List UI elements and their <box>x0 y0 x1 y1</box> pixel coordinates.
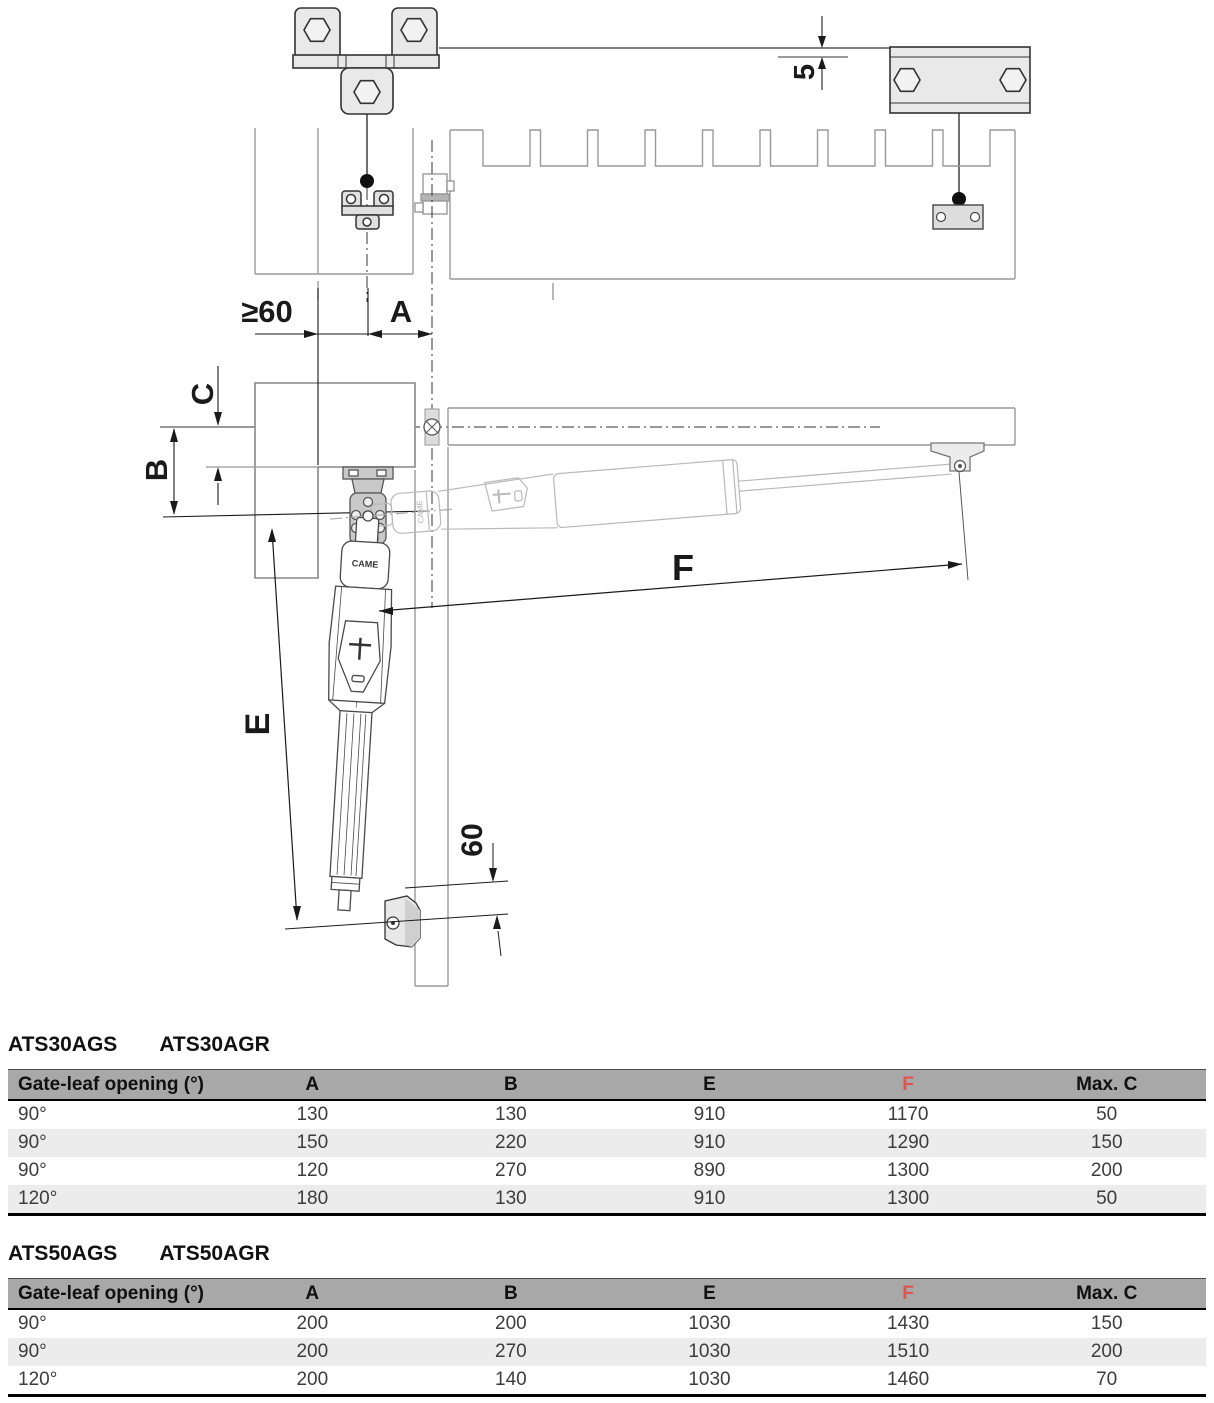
front-bracket-top-view <box>890 47 1030 229</box>
table-cell: 150 <box>1090 1132 1123 1153</box>
svg-text:C: C <box>185 382 220 406</box>
gate-leaf-open-plan <box>415 447 448 986</box>
dimension-label-a: A <box>389 294 413 329</box>
table-cell: 200 <box>296 1341 329 1362</box>
hinge-axis-marker <box>424 409 440 445</box>
table-cell: 270 <box>495 1160 527 1181</box>
column-header: A <box>213 1070 412 1101</box>
table-cell: 200 <box>296 1369 329 1390</box>
table-header-row <box>8 1279 1206 1310</box>
table-cell-opening: 120° <box>18 1369 58 1390</box>
svg-text:B: B <box>139 458 174 482</box>
table-section-ats50 <box>8 1243 1206 1397</box>
center-lines <box>320 140 880 608</box>
brand-text-ghost: CAME <box>414 499 426 524</box>
table-cell: 1460 <box>886 1369 930 1390</box>
svg-text:E: E <box>239 712 277 736</box>
front-bracket-closed <box>931 443 984 580</box>
dimension-label-5 <box>789 64 821 80</box>
table-cell-opening: 120° <box>18 1188 58 1209</box>
dimension-label-gap: ≥60 <box>241 294 293 329</box>
table-header-row <box>8 1070 1206 1101</box>
column-header: Gate-leaf opening (°) <box>8 1070 213 1101</box>
column-header: Gate-leaf opening (°) <box>8 1279 213 1310</box>
model-title: ATS30AGS <box>8 1033 118 1056</box>
table-cell: 910 <box>693 1104 726 1125</box>
table-cell: 200 <box>495 1313 527 1334</box>
offset-5-dimension <box>439 16 890 90</box>
table-cell: 910 <box>693 1188 726 1209</box>
column-header: E <box>610 1279 809 1310</box>
spec-table-ats30 <box>8 1069 1206 1216</box>
column-header: Max. C <box>1007 1279 1206 1310</box>
table-cell: 120 <box>296 1160 329 1181</box>
dimension-60 <box>405 843 508 956</box>
dimension-label-60 <box>456 823 489 856</box>
column-header-f: F <box>809 1070 1008 1101</box>
table-cell: 890 <box>693 1160 726 1181</box>
column-header: A <box>213 1279 412 1310</box>
model-titles-ats50 <box>8 1243 1206 1265</box>
table-cell: 180 <box>296 1188 329 1209</box>
dimension-label-c <box>185 383 220 405</box>
table-cell-opening: 90° <box>18 1160 47 1181</box>
table-cell: 50 <box>1096 1188 1118 1209</box>
table-cell: 70 <box>1096 1369 1118 1390</box>
gate-leaf-closed-plan <box>448 408 1015 445</box>
column-header: Max. C <box>1007 1070 1206 1101</box>
table-cell-opening: 90° <box>18 1104 47 1125</box>
table-row <box>8 1185 1206 1215</box>
brand-text-open: CAME <box>351 558 379 570</box>
table-cell: 140 <box>495 1369 527 1390</box>
actuator-open <box>313 509 399 912</box>
table-cell: 200 <box>1090 1341 1123 1362</box>
table-row <box>8 1309 1206 1338</box>
table-section-ats30 <box>8 1034 1206 1216</box>
table-row <box>8 1129 1206 1157</box>
table-cell: 130 <box>296 1104 329 1125</box>
table-cell: 1510 <box>886 1341 930 1362</box>
column-header-f: F <box>809 1279 1008 1310</box>
rear-bracket-top-view <box>293 8 439 188</box>
spec-table-ats50 <box>8 1278 1206 1397</box>
table-row <box>8 1338 1206 1366</box>
actuator-closed-ghost <box>328 442 953 546</box>
table-cell: 910 <box>693 1132 726 1153</box>
dimension-label-e <box>239 713 277 736</box>
table-cell: 200 <box>296 1313 329 1334</box>
table-cell: 150 <box>296 1132 329 1153</box>
dimension-e <box>268 528 508 929</box>
table-cell-opening: 90° <box>18 1341 47 1362</box>
table-row <box>8 1100 1206 1129</box>
table-cell: 1300 <box>886 1188 930 1209</box>
svg-text:5: 5 <box>789 63 821 81</box>
dimension-label-f: F <box>672 547 694 588</box>
table-cell: 1290 <box>886 1132 930 1153</box>
table-cell: 1300 <box>886 1160 930 1181</box>
model-title: ATS50AGR <box>159 1242 270 1265</box>
hinge-elevation-detail <box>415 174 454 214</box>
spec-tables-section <box>0 1034 1214 1397</box>
svg-text:60: 60 <box>456 823 489 857</box>
column-header: B <box>412 1279 611 1310</box>
dimension-f <box>379 561 962 615</box>
model-title: ATS50AGS <box>8 1242 118 1265</box>
table-cell: 220 <box>495 1132 527 1153</box>
table-cell: 150 <box>1090 1313 1123 1334</box>
table-row <box>8 1366 1206 1396</box>
table-cell: 200 <box>1090 1160 1123 1181</box>
table-cell-opening: 90° <box>18 1313 47 1334</box>
table-cell: 270 <box>495 1341 527 1362</box>
column-header: E <box>610 1070 809 1101</box>
table-cell: 130 <box>495 1104 527 1125</box>
table-cell: 1170 <box>887 1104 929 1125</box>
column-header: B <box>412 1070 611 1101</box>
table-cell-opening: 90° <box>18 1132 47 1153</box>
table-row <box>8 1157 1206 1185</box>
table-cell: 1030 <box>688 1341 731 1362</box>
table-cell: 130 <box>495 1188 527 1209</box>
table-cell: 50 <box>1096 1104 1118 1125</box>
model-titles-ats30 <box>8 1034 1206 1056</box>
dimension-label-b <box>139 459 174 481</box>
table-cell: 1030 <box>688 1313 731 1334</box>
model-title: ATS30AGR <box>159 1033 270 1056</box>
table-cell: 1430 <box>886 1313 930 1334</box>
table-cell: 1030 <box>688 1369 731 1390</box>
